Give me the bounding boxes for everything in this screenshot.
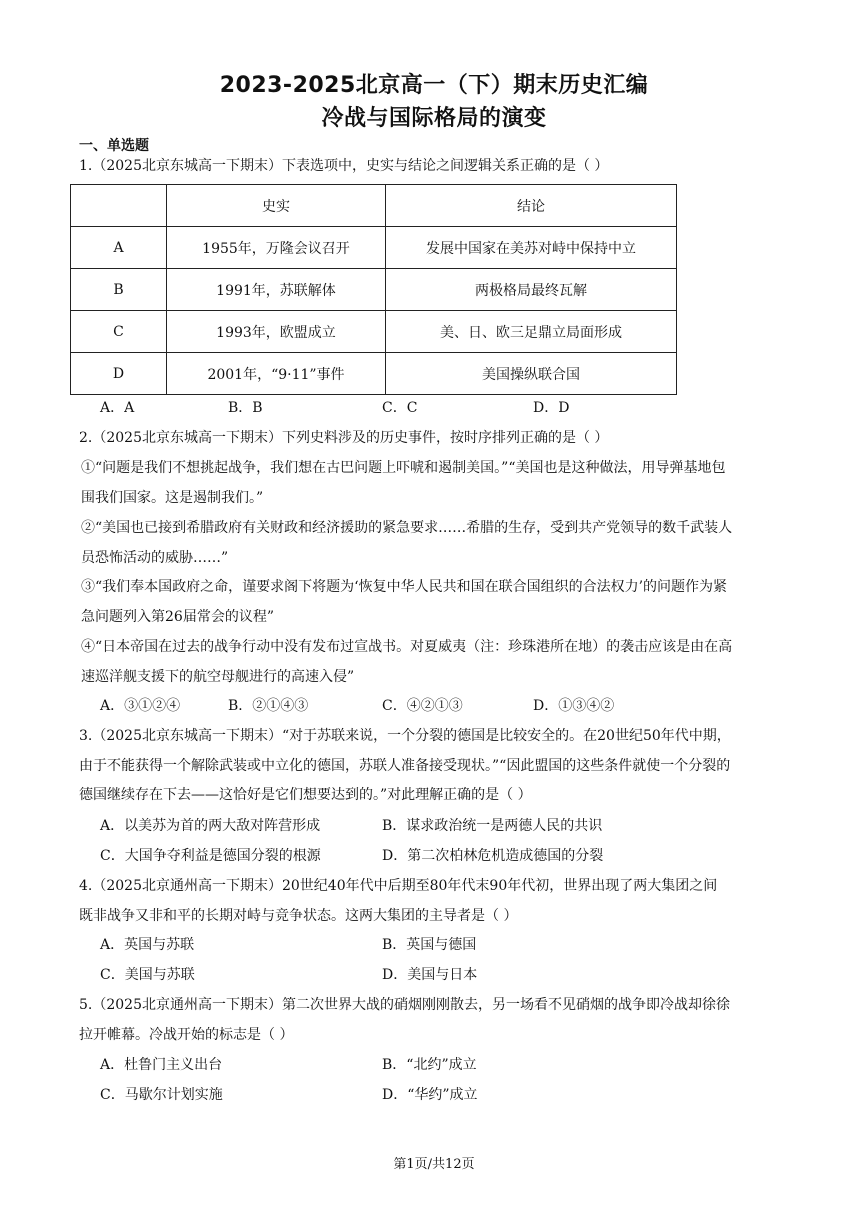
table-cell: 两极格局最终瓦解 <box>386 269 677 311</box>
page-footer: 第1页/共12页 <box>393 1157 475 1172</box>
table-cell: 1955年，万隆会议召开 <box>167 227 386 269</box>
option-d[interactable]: D．“华约”成立 <box>382 1087 478 1103</box>
q2-source-1-cont: 围我们国家。这是遏制我们。” <box>81 490 264 506</box>
table-header-row <box>71 185 677 227</box>
table-cell: 发展中国家在美苏对峙中保持中立 <box>386 227 677 269</box>
option-b[interactable]: B．“北约”成立 <box>382 1057 477 1073</box>
q5-stem: 5.（2025北京通州高一下期末）第二次世界大战的硝烟刚刚散去，另一场看不见硝烟的战争即冷战却徐徐 <box>79 997 730 1013</box>
table-cell: 1991年，苏联解体 <box>167 269 386 311</box>
option-b[interactable]: B．②①④③ <box>228 698 309 714</box>
table-cell: 1993年，欧盟成立 <box>167 311 386 353</box>
table-cell: B <box>71 269 167 311</box>
option-d[interactable]: D．美国与日本 <box>382 967 478 983</box>
document-subtitle: 冷战与国际格局的演变 <box>321 106 547 131</box>
table-cell: 2001年，“9·11”事件 <box>167 353 386 395</box>
option-c[interactable]: C．美国与苏联 <box>100 967 195 983</box>
option-c[interactable]: C．C <box>382 400 418 416</box>
q2-source-3: ③“我们奉本国政府之命，谨要求阁下将题为‘恢复中华人民共和国在联合国组织的合法权力’的问题作为紧 <box>81 579 728 595</box>
q2-source-1: ①“问题是我们不想挑起战争，我们想在古巴问题上吓唬和遏制美国。”“美国也是这种做法，用导弹基地包 <box>81 460 726 476</box>
option-a[interactable]: A．A <box>100 400 135 416</box>
table-cell: C <box>71 311 167 353</box>
table-cell: 美、日、欧三足鼎立局面形成 <box>386 311 677 353</box>
q1-stem: 1.（2025北京东城高一下期末）下表选项中，史实与结论之间逻辑关系正确的是（ ） <box>79 158 609 174</box>
table-header <box>71 185 167 227</box>
option-b[interactable]: B．英国与德国 <box>382 937 477 953</box>
table-row <box>71 311 677 353</box>
q2-stem: 2.（2025北京东城高一下期末）下列史料涉及的历史事件，按时序排列正确的是（ ） <box>79 430 609 446</box>
table-header: 史实 <box>167 185 386 227</box>
table-header: 结论 <box>386 185 677 227</box>
q4-stem: 4.（2025北京通州高一下期末）20世纪40年代中后期至80年代末90年代初，世界出现了两大集团之间 <box>79 878 718 894</box>
option-c[interactable]: C．大国争夺利益是德国分裂的根源 <box>100 848 321 864</box>
q2-source-2-cont: 员恐怖活动的威胁……” <box>81 550 229 566</box>
table-cell: D <box>71 353 167 395</box>
table-cell: 美国操纵联合国 <box>386 353 677 395</box>
q3-stem-cont: 由于不能获得一个解除武装或中立化的德国，苏联人准备接受现状。”“因此盟国的这些条件就使一个分裂的 <box>79 758 731 774</box>
option-d[interactable]: D．①③④② <box>533 698 615 714</box>
table-cell: A <box>71 227 167 269</box>
q2-source-4: ④“日本帝国在过去的战争行动中没有发布过宣战书。对夏威夷（注：珍珠港所在地）的袭击应该是由在高 <box>81 639 733 655</box>
option-a[interactable]: A．杜鲁门主义出台 <box>100 1057 223 1073</box>
option-d[interactable]: D．D <box>533 400 570 416</box>
option-a[interactable]: A．以美苏为首的两大敌对阵营形成 <box>100 818 321 834</box>
table-row <box>71 353 677 395</box>
q2-source-2: ②“美国也已接到希腊政府有关财政和经济援助的紧急要求……希腊的生存，受到共产党领导的数千武装人 <box>81 520 733 536</box>
option-b[interactable]: B．B <box>228 400 263 416</box>
q3-stem-cont: 德国继续存在下去——这恰好是它们想要达到的。”对此理解正确的是（ ） <box>79 787 532 803</box>
option-c[interactable]: C．马歇尔计划实施 <box>100 1087 223 1103</box>
option-c[interactable]: C．④②①③ <box>382 698 463 714</box>
q2-source-3-cont: 急问题列入第26届常会的议程” <box>81 609 274 625</box>
q3-stem: 3.（2025北京东城高一下期末）“对于苏联来说，一个分裂的德国是比较安全的。在20世纪50年代中期， <box>79 728 731 744</box>
q2-source-4-cont: 速巡洋舰支援下的航空母舰进行的高速入侵” <box>81 669 355 685</box>
q5-stem-cont: 拉开帷幕。冷战开始的标志是（ ） <box>79 1027 294 1043</box>
option-a[interactable]: A．③①②④ <box>100 698 181 714</box>
document-title: 2023-2025北京高一（下）期末历史汇编 <box>219 73 649 98</box>
option-a[interactable]: A．英国与苏联 <box>100 937 195 953</box>
q4-stem-cont: 既非战争又非和平的长期对峙与竞争状态。这两大集团的主导者是（ ） <box>79 908 518 924</box>
table-row <box>71 269 677 311</box>
section-heading: 一、单选题 <box>79 138 149 154</box>
option-d[interactable]: D．第二次柏林危机造成德国的分裂 <box>382 848 604 864</box>
table-row <box>71 227 677 269</box>
q1-table <box>70 184 677 395</box>
option-b[interactable]: B．谋求政治统一是两德人民的共识 <box>382 818 603 834</box>
